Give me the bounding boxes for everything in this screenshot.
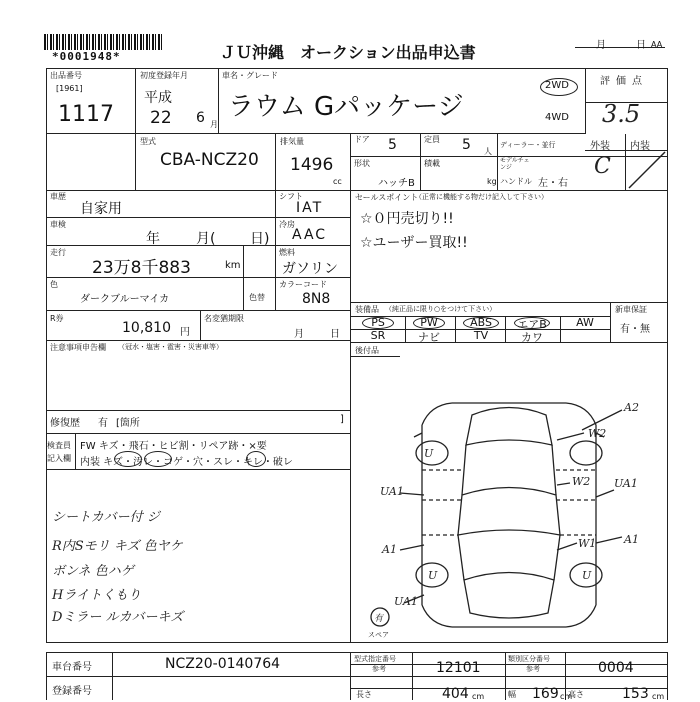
warranty-value: 有・無 xyxy=(620,324,650,335)
handwritten-note-1: シートカバー付 ジ xyxy=(52,510,160,525)
length-value: 404 xyxy=(442,686,469,702)
spare-label: スペア xyxy=(368,631,389,639)
mark-u-rear-left: U xyxy=(428,569,438,582)
legend-interior: 内装 キズ・汚レ・コゲ・穴・スレ・キレ・破レ xyxy=(80,457,293,468)
equip-airbag: エアB xyxy=(517,318,547,331)
lot-label: 出品番号 xyxy=(50,71,82,80)
height-value: 153 xyxy=(622,686,649,702)
exterior-grade: C xyxy=(594,154,611,179)
shape-value: ハッチB xyxy=(378,178,415,189)
class-number: 0004 xyxy=(598,660,634,676)
recycle-value: 10,810 xyxy=(122,320,171,336)
lot-number: 1117 xyxy=(58,102,114,127)
color-code-value: 8N8 xyxy=(302,291,331,307)
model-code: CBA-NCZ20 xyxy=(160,150,259,170)
mark-ua1-left: UA1 xyxy=(380,485,404,498)
repair-value: 有 xyxy=(98,418,108,429)
drive-2wd: 2WD xyxy=(545,80,569,91)
mark-spare-yes: 有 xyxy=(374,614,384,624)
registration-month: 6 xyxy=(196,110,205,126)
handwritten-note-3: ボンネ 色ハゲ xyxy=(52,564,134,579)
equip-sr: SR xyxy=(370,329,386,342)
equip-ps: PS xyxy=(371,316,385,329)
mark-ua1-right: UA1 xyxy=(614,477,638,490)
mark-a1-left: A1 xyxy=(382,543,397,556)
doors-value: 5 xyxy=(388,137,397,153)
model-spec-number: 12101 xyxy=(436,660,481,676)
history-value: 自家用 xyxy=(80,201,122,217)
chassis-number: NCZ20-0140764 xyxy=(165,656,281,672)
car-name-value: ラウム Gパッケージ xyxy=(228,92,464,122)
equip-tv: TV xyxy=(473,329,489,342)
handwritten-note-4: Hライトくもり xyxy=(52,588,141,603)
car-damage-diagram xyxy=(352,385,666,640)
handle-value: 左・右 xyxy=(538,178,568,189)
mark-u-front-left: U xyxy=(424,447,434,460)
equip-leather: カワ xyxy=(521,331,543,344)
equip-aw: AW xyxy=(576,316,594,329)
sales-point-2: ☆ユーザー買取!! xyxy=(360,235,468,251)
capacity-value: 5 xyxy=(462,137,471,153)
serial-number: *0001948* xyxy=(52,50,121,63)
equip-navi: ナビ xyxy=(418,331,440,344)
registration-year: 22 xyxy=(150,108,172,128)
shift-value: IAT xyxy=(296,200,324,216)
mark-w1: W1 xyxy=(578,537,597,550)
form-title: ＪＵ沖縄 オークション出品申込書 xyxy=(220,43,476,62)
legend-exterior: FW キズ・飛石・ヒビ割・リペア跡・×要 xyxy=(80,441,267,452)
mark-w2-front: W2 xyxy=(588,427,607,440)
handwritten-note-2: R内Sモリ キズ 色ヤケ xyxy=(52,539,183,554)
barcode-serial xyxy=(44,34,162,50)
mark-u-rear-right: U xyxy=(582,569,592,582)
interior-slash xyxy=(625,150,668,190)
mileage-value: 23万8千883 xyxy=(92,258,191,278)
evaluation-score: 3.5 xyxy=(602,100,641,128)
color-value: ダークブルーマイカ xyxy=(80,294,170,305)
mark-w2-right: W2 xyxy=(572,475,591,488)
fuel-value: ガソリン xyxy=(282,261,338,277)
mark-a1-right: A1 xyxy=(624,533,639,546)
mark-ua1-rear: UA1 xyxy=(394,595,418,608)
mark-a2: A2 xyxy=(624,401,639,414)
displacement-value: 1496 xyxy=(290,155,334,175)
drive-4wd: 4WD xyxy=(545,112,569,123)
handwritten-note-5: Dミラー ルカバーキズ xyxy=(52,610,184,625)
sales-point-1: ☆０円売切り!! xyxy=(360,211,454,227)
width-value: 169 xyxy=(532,686,559,702)
equip-pw: PW xyxy=(420,316,438,329)
aircon-value: AAC xyxy=(292,227,328,243)
equip-abs: ABS xyxy=(470,316,492,329)
